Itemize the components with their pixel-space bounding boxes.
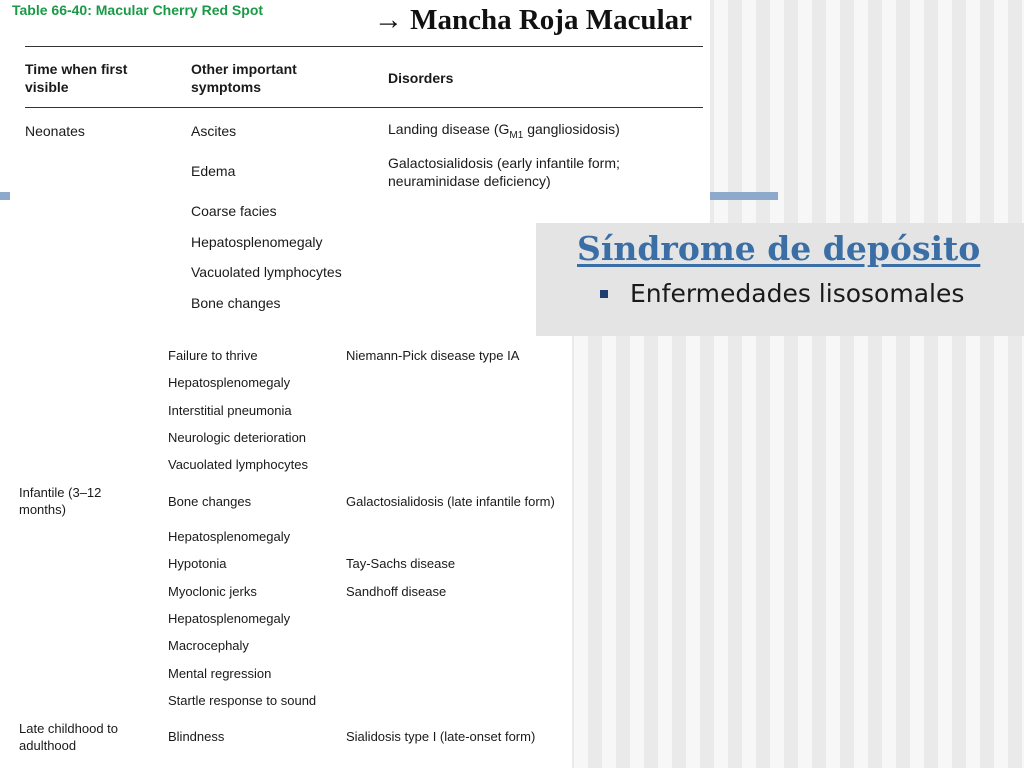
late-time: Late childhood to adulthood: [19, 721, 119, 753]
table-cell-symptom: Mental regression: [168, 666, 272, 681]
table-cell-symptom: Myoclonic jerks: [168, 584, 257, 599]
table-cell-symptom: Vacuolated lymphocytes: [168, 457, 308, 472]
table-caption: Table 66-40: Macular Cherry Red Spot: [12, 2, 264, 18]
table-cell-symptom: Hepatosplenomegaly: [168, 611, 291, 626]
table-cell-symptom: Hypotonia: [168, 556, 227, 571]
table-cell-symptom: Failure to thrive: [168, 348, 258, 363]
slide-left-margin: [0, 0, 10, 768]
disorder-niemann-pick: Niemann-Pick disease type IA: [346, 348, 520, 363]
header-bottom-rule: [25, 107, 703, 108]
table-cell-symptom: Vacuolated lymphocytes: [191, 264, 342, 280]
square-bullet-icon: [600, 290, 608, 298]
header-time: Time when first visible: [25, 61, 128, 95]
table-cell-symptom: Interstitial pneumonia: [168, 403, 292, 418]
header-symptoms: Other important symptoms: [191, 61, 297, 95]
table-cell-symptom: Macrocephaly: [168, 638, 249, 653]
table-cell-symptom: Neurologic deterioration: [168, 430, 307, 445]
infantile-time: Infantile (3–12 months): [19, 485, 102, 517]
disorder-landing: Landing disease ($G_{M1}$ gangliosidosis): [388, 121, 620, 141]
table-cell-symptom: Hepatosplenomegaly: [168, 529, 291, 544]
disorder-tay-sachs: Tay-Sachs disease: [346, 556, 456, 571]
table-cell-symptom: Blindness: [168, 729, 225, 744]
table-cell-symptom: Edema: [191, 163, 236, 179]
table-cell-symptom: Startle response to sound: [168, 693, 317, 708]
table-cell-symptom: Ascites: [191, 123, 237, 139]
table-top-rule: [25, 46, 703, 47]
header-disorders: Disorders: [388, 70, 454, 86]
disorder-galactosialidosis-early: Galactosialidosis (early infantile form; neuraminidase deficiency): [388, 155, 620, 189]
table-cell-symptom: Hepatosplenomegaly: [191, 234, 323, 250]
table-scan-lower: [10, 336, 572, 768]
overlay-bullet-text: Enfermedades lisosomales: [630, 279, 965, 308]
disorder-sandhoff: Sandhoff disease: [346, 584, 447, 599]
table-cell-symptom: Bone changes: [191, 295, 281, 311]
disorder-galactosialidosis-late: Galactosialidosis (late infantile form): [346, 494, 555, 509]
table-cell-symptom: Hepatosplenomegaly: [168, 375, 291, 390]
slide-title: → Mancha Roja Macular: [373, 4, 692, 36]
table-cell-symptom: Coarse facies: [191, 203, 277, 219]
neonates-time: Neonates: [25, 123, 85, 139]
overlay-title: Síndrome de depósito: [577, 229, 981, 268]
disorder-sialidosis: Sialidosis type I (late-onset form): [346, 729, 536, 744]
decorative-bar-right: [700, 192, 778, 200]
table-cell-symptom: Bone changes: [168, 494, 252, 509]
overlay-panel: [536, 223, 1024, 336]
